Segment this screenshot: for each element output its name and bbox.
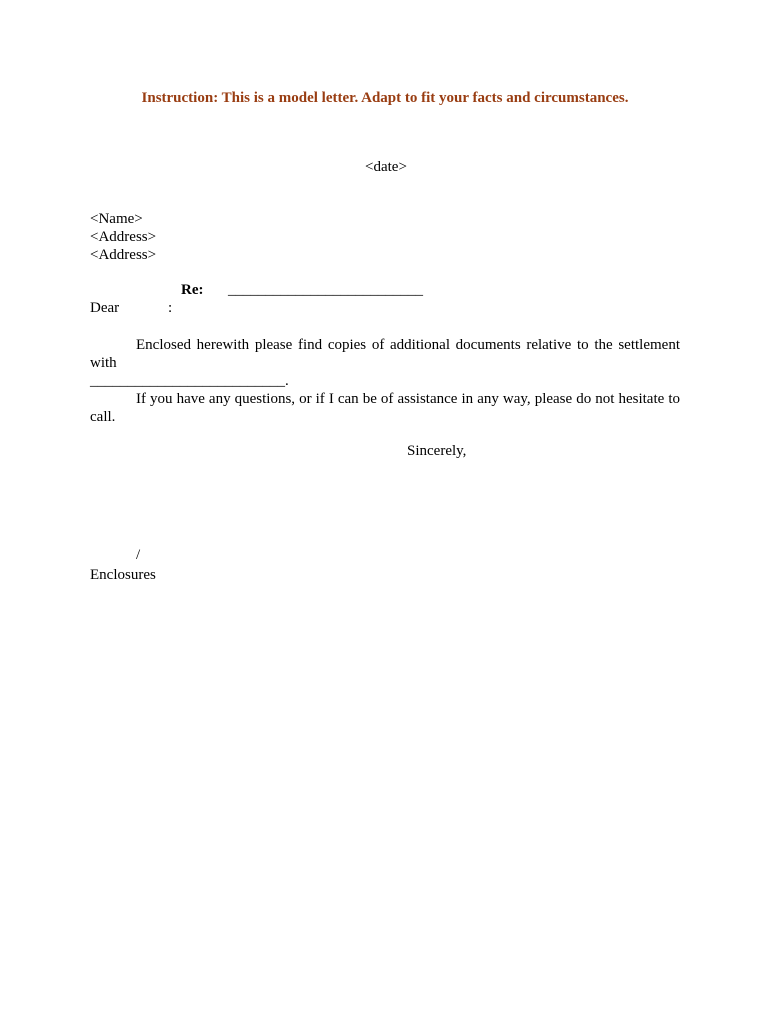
questions-paragraph-line-1: If you have any questions, or if I can be of assistance in any way, please do not hesitate to xyxy=(136,391,680,407)
questions-paragraph xyxy=(90,390,680,426)
date-placeholder: <date> xyxy=(365,159,407,175)
initials-slash: / xyxy=(136,547,141,563)
questions-paragraph-line-2: call. xyxy=(90,409,116,425)
enclosure-paragraph xyxy=(90,336,680,390)
recipient-name: <Name> xyxy=(90,211,143,227)
enclosure-paragraph-line-2: __________________________. xyxy=(90,373,289,389)
instruction-heading: Instruction: This is a model letter. Adapt to fit your facts and circumstances. xyxy=(141,90,629,106)
salutation-dear: Dear xyxy=(90,300,120,316)
enclosures-notation: Enclosures xyxy=(90,567,156,583)
recipient-address-line-1: <Address> xyxy=(90,229,157,245)
re-label: Re: xyxy=(181,282,204,298)
recipient-address-line-2: <Address> xyxy=(90,247,157,263)
enclosure-paragraph-line-1: Enclosed herewith please find copies of additional documents relative to the settlement with xyxy=(90,337,680,371)
salutation-colon: : xyxy=(168,300,173,316)
re-subject-blank: __________________________ xyxy=(228,282,423,298)
closing-sincerely: Sincerely, xyxy=(407,443,467,459)
